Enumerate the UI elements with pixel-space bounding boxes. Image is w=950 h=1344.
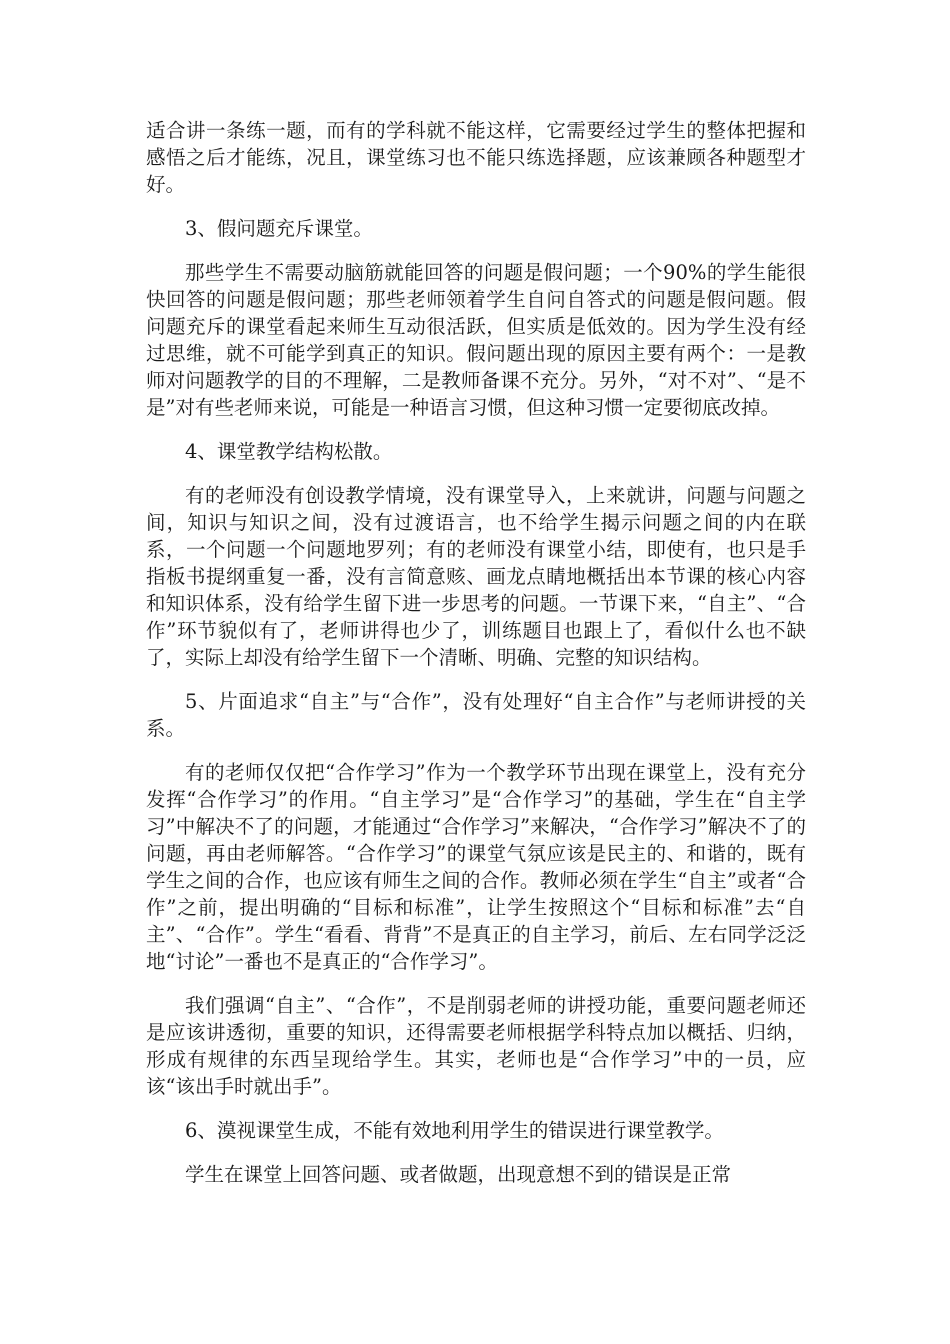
section-heading-4: 4、课堂教学结构松散。 xyxy=(185,440,393,463)
section-heading-3: 3、假问题充斥课堂。 xyxy=(185,217,373,240)
paragraph-fake-questions: 那些学生不需要动脑筋就能回答的问题是假问题；一个90%的学生能很快回答的问题是假问题；那些老师领着学生自问自答式的问题是假问题。假问题充斥的课堂看起来师生互动很活跃，但实质是低效的。因为学生没有经过思维，就不可能学到真正的知识。假问题出现的原因主要有两个：一是教师对问题教学的目的不理解，二是教师备课不充分。另外，“对不对”、“是不是”对有些老师来说，可能是一种语言习惯，但这种习惯一定要彻底改掉。 xyxy=(146,261,806,419)
paragraph-emphasis: 我们强调“自主”、“合作”，不是削弱老师的讲授功能，重要问题老师还是应该讲透彻，重要的知识，还得需要老师根据学科特点加以概括、归纳，形成有规律的东西呈现给学生。其实，老师也是“合作学习”中的一员，应该“该出手时就出手”。 xyxy=(146,994,806,1098)
section-heading-5: 5、片面追求“自主”与“合作”，没有处理好“自主合作”与老师讲授的关系。 xyxy=(146,690,806,740)
paragraph-cooperative-learning: 有的老师仅仅把“合作学习”作为一个教学环节出现在课堂上，没有充分发挥“合作学习”的作用。“自主学习”是“合作学习”的基础，学生在“自主学习”中解决不了的问题，才能通过“合作学习”来解决，“合作学习”解决不了的问题，再由老师解答。“合作学习”的课堂气氛应该是民主的、和谐的，既有学生之间的合作，也应该有师生之间的合作。教师必须在学生“自主”或者“合作”之前，提出明确的“目标和标准”，让学生按照这个“目标和标准”去“自主”、“合作”。学生“看看、背背”不是真正的自主学习，前后、左右同学泛泛地“讨论”一番也不是真正的“合作学习”。 xyxy=(146,761,806,973)
document-page xyxy=(146,117,806,1205)
paragraph-continued: 适合讲一条练一题，而有的学科就不能这样，它需要经过学生的整体把握和感悟之后才能练，况且，课堂练习也不能只练选择题，应该兼顾各种题型才好。 xyxy=(146,119,806,196)
section-heading-6: 6、漠视课堂生成，不能有效地利用学生的错误进行课堂教学。 xyxy=(185,1119,724,1142)
paragraph-student-errors: 学生在课堂上回答问题、或者做题，出现意想不到的错误是正常 xyxy=(185,1163,732,1186)
paragraph-loose-structure: 有的老师没有创设教学情境，没有课堂导入，上来就讲，问题与问题之间，知识与知识之间，没有过渡语言，也不给学生揭示问题之间的内在联系，一个问题一个问题地罗列；有的老师没有课堂小结，即使有，也只是手指板书提纲重复一番，没有言简意赅、画龙点睛地概括出本节课的核心内容和知识体系，没有给学生留下进一步思考的问题。一节课下来，“自主”、“合作”环节貌似有了，老师讲得也少了，训练题目也跟上了，看似什么也不缺了，实际上却没有给学生留下一个清晰、明确、完整的知识结构。 xyxy=(146,484,806,669)
